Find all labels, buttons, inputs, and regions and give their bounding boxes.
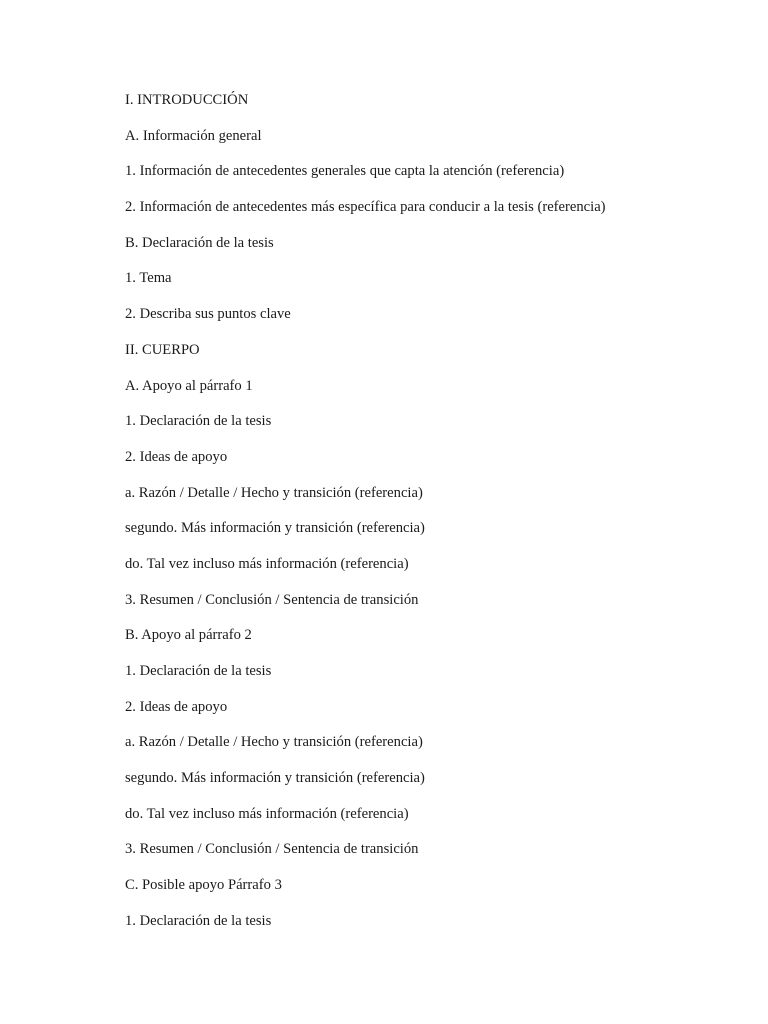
outline-item: 3. Resumen / Conclusión / Sentencia de transición [125, 591, 419, 608]
outline-item: 2. Ideas de apoyo [125, 698, 228, 715]
outline-item: 1. Declaración de la tesis [125, 912, 272, 929]
outline-item: a. Razón / Detalle / Hecho y transición (referencia) [125, 734, 423, 751]
outline-item: 1. Tema [125, 270, 172, 287]
essay-outline [125, 90, 606, 947]
outline-item: 1. Declaración de la tesis [125, 413, 272, 430]
outline-item: C. Posible apoyo Párrafo 3 [125, 877, 282, 894]
outline-item: segundo. Más información y transición (referencia) [125, 520, 425, 537]
outline-item: 3. Resumen / Conclusión / Sentencia de transición [125, 841, 419, 858]
outline-item: 2. Ideas de apoyo [125, 448, 228, 465]
outline-item: do. Tal vez incluso más información (referencia) [125, 805, 409, 822]
outline-item: B. Declaración de la tesis [125, 234, 274, 251]
outline-item: do. Tal vez incluso más información (referencia) [125, 555, 409, 572]
outline-heading-cuerpo: II. CUERPO [125, 341, 200, 358]
outline-item: a. Razón / Detalle / Hecho y transición (referencia) [125, 484, 423, 501]
outline-heading-introduccion: I. INTRODUCCIÓN [125, 92, 249, 108]
outline-item: 2. Información de antecedentes más específica para conducir a la tesis (referencia) [125, 199, 606, 216]
outline-item: A. Información general [125, 127, 262, 144]
outline-item: 1. Información de antecedentes generales que capta la atención (referencia) [125, 163, 565, 180]
outline-item: A. Apoyo al párrafo 1 [125, 377, 253, 394]
outline-item: 1. Declaración de la tesis [125, 663, 272, 679]
outline-item: 2. Describa sus puntos clave [125, 306, 291, 323]
outline-item: segundo. Más información y transición (referencia) [125, 770, 425, 787]
outline-item: B. Apoyo al párrafo 2 [125, 627, 252, 644]
